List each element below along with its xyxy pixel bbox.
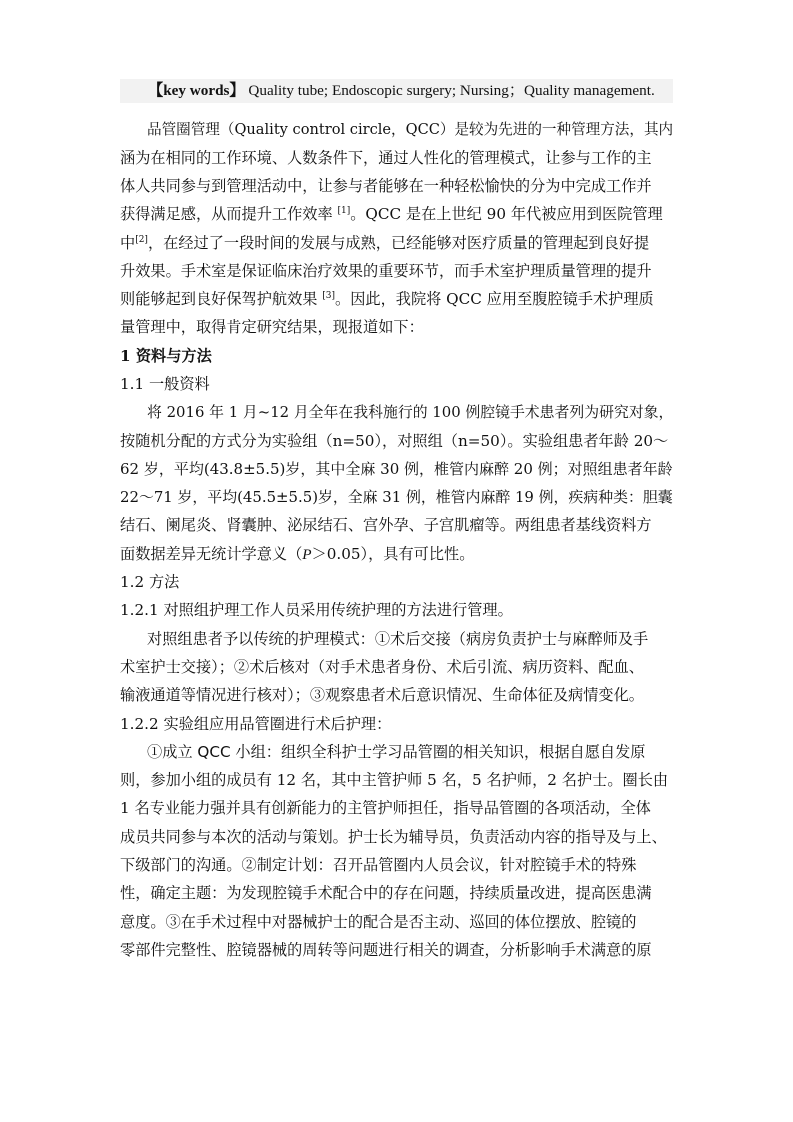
paragraph-line: 量管理中，取得肯定研究结果，现报道如下：	[120, 318, 424, 336]
paragraph-line	[120, 204, 663, 224]
subsection-heading: 1.1 一般资料	[120, 375, 210, 393]
section-heading: 1 资料与方法	[120, 347, 212, 365]
paragraph-line	[120, 289, 654, 309]
paragraph-line: 22～71 岁，平均(45.5±5.5)岁，全麻 31 例，椎管内麻醉 19 例，疾病种类：胆囊	[120, 488, 673, 506]
citation-ref: [1]	[337, 206, 351, 216]
paragraph-line: 则，参加小组的成员有 12 名，其中主管护师 5 名，5 名护师，2 名护士。圈长由	[120, 771, 669, 789]
keywords-text: Quality tube; Endoscopic surgery; Nursing；Quality management.	[244, 82, 655, 99]
paragraph-line: 按随机分配的方式分为实验组（n=50），对照组（n=50）。实验组患者年龄 20～	[120, 432, 669, 450]
paragraph-line: 意度。③在手术过程中对器械护士的配合是否主动、巡回的体位摆放、腔镜的	[120, 913, 637, 931]
text-run: 小组：组织全科护士学习品管圈的相关知识，根据自愿自发原	[230, 743, 646, 761]
paragraph-line: 1 名专业能力强并具有创新能力的主管护师担任，指导品管圈的各项活动，全体	[120, 799, 651, 817]
paragraph-line: 零部件完整性、腔镜器械的周转等问题进行相关的调查，分析影响手术满意的原	[120, 941, 652, 959]
paragraph-line: 涵为在相同的工作环境、人数条件下，通过人性化的管理模式，让参与工作的主	[120, 149, 652, 167]
keywords-label: 【key words】	[148, 82, 245, 99]
text-run: ，在经过了一段时间的发展与成熟，已经能够对医疗质量的管理起到良好提	[147, 234, 650, 252]
paragraph-line: 成员共同参与本次的活动与策划。护士长为辅导员，负责活动内容的指导及与上、	[120, 828, 667, 846]
text-run: 。QCC 是在上世纪 90 年代被应用到医院管理	[350, 205, 663, 223]
paragraph-line: 对照组患者予以传统的护理模式：①术后交接（病房负责护士与麻醉师及手	[147, 630, 649, 648]
text-run: 。因此，我院将 QCC 应用至腹腔镜手术护理质	[335, 290, 654, 308]
citation-ref: [2]	[135, 235, 148, 245]
paragraph-line: 品管圈管理（Quality control circle，QCC）是较为先进的一种管理方法，其内	[147, 121, 674, 138]
subsection-heading: 1.2 方法	[120, 573, 180, 591]
paragraph-line: 输液通道等情况进行核对）；③观察患者术后意识情况、生命体征及病情变化。	[120, 686, 644, 704]
paragraph-line: 结石、阑尾炎、肾囊肿、泌尿结石、宫外孕、子宫肌瘤等。两组患者基线资料方	[120, 516, 652, 534]
paragraph-line: 将 2016 年 1 月~12 月全年在我科施行的 100 例腔镜手术患者列为研究对象，	[147, 403, 674, 421]
text-run: ①成立	[147, 743, 198, 761]
paragraph-line	[120, 233, 649, 253]
paragraph-line: 升效果。手术室是保证临床治疗效果的重要环节，而手术室护理质量管理的提升	[120, 262, 652, 280]
text-run: 获得满足感，从而提升工作效率	[120, 205, 338, 223]
citation-ref: [3]	[322, 291, 336, 301]
paragraph-line: 术室护士交接）；②术后核对（对手术患者身份、术后引流、病历资料、配血、	[120, 658, 644, 676]
paragraph-line	[120, 544, 474, 565]
paragraph-line	[147, 742, 645, 762]
p-value-symbol: P	[302, 546, 312, 563]
paragraph-line: 62 岁，平均(43.8±5.5)岁，其中全麻 30 例，椎管内麻醉 20 例；对照组患者年龄	[120, 460, 673, 478]
text-run: 面数据差异无统计学意义（	[120, 545, 303, 563]
paragraph-line: 性，确定主题：为发现腔镜手术配合中的存在问题，持续质量改进，提高医患满	[120, 884, 652, 902]
text-run: QCC	[197, 743, 231, 761]
keywords-line	[148, 81, 655, 101]
text-run: 中	[120, 234, 136, 252]
subsection-heading: 1.2.2 实验组应用品管圈进行术后护理：	[120, 715, 392, 733]
subsection-heading: 1.2.1 对照组护理工作人员采用传统护理的方法进行管理。	[120, 601, 513, 619]
paragraph-line: 体人共同参与到管理活动中，让参与者能够在一种轻松愉快的分为中完成工作并	[120, 177, 652, 195]
paragraph-line: 下级部门的沟通。②制定计划：召开品管圈内人员会议，针对腔镜手术的特殊	[120, 856, 637, 874]
text-run: ＞0.05），具有可比性。	[311, 545, 475, 563]
text-run: 则能够起到良好保驾护航效果	[120, 290, 323, 308]
keywords-box	[120, 79, 673, 103]
